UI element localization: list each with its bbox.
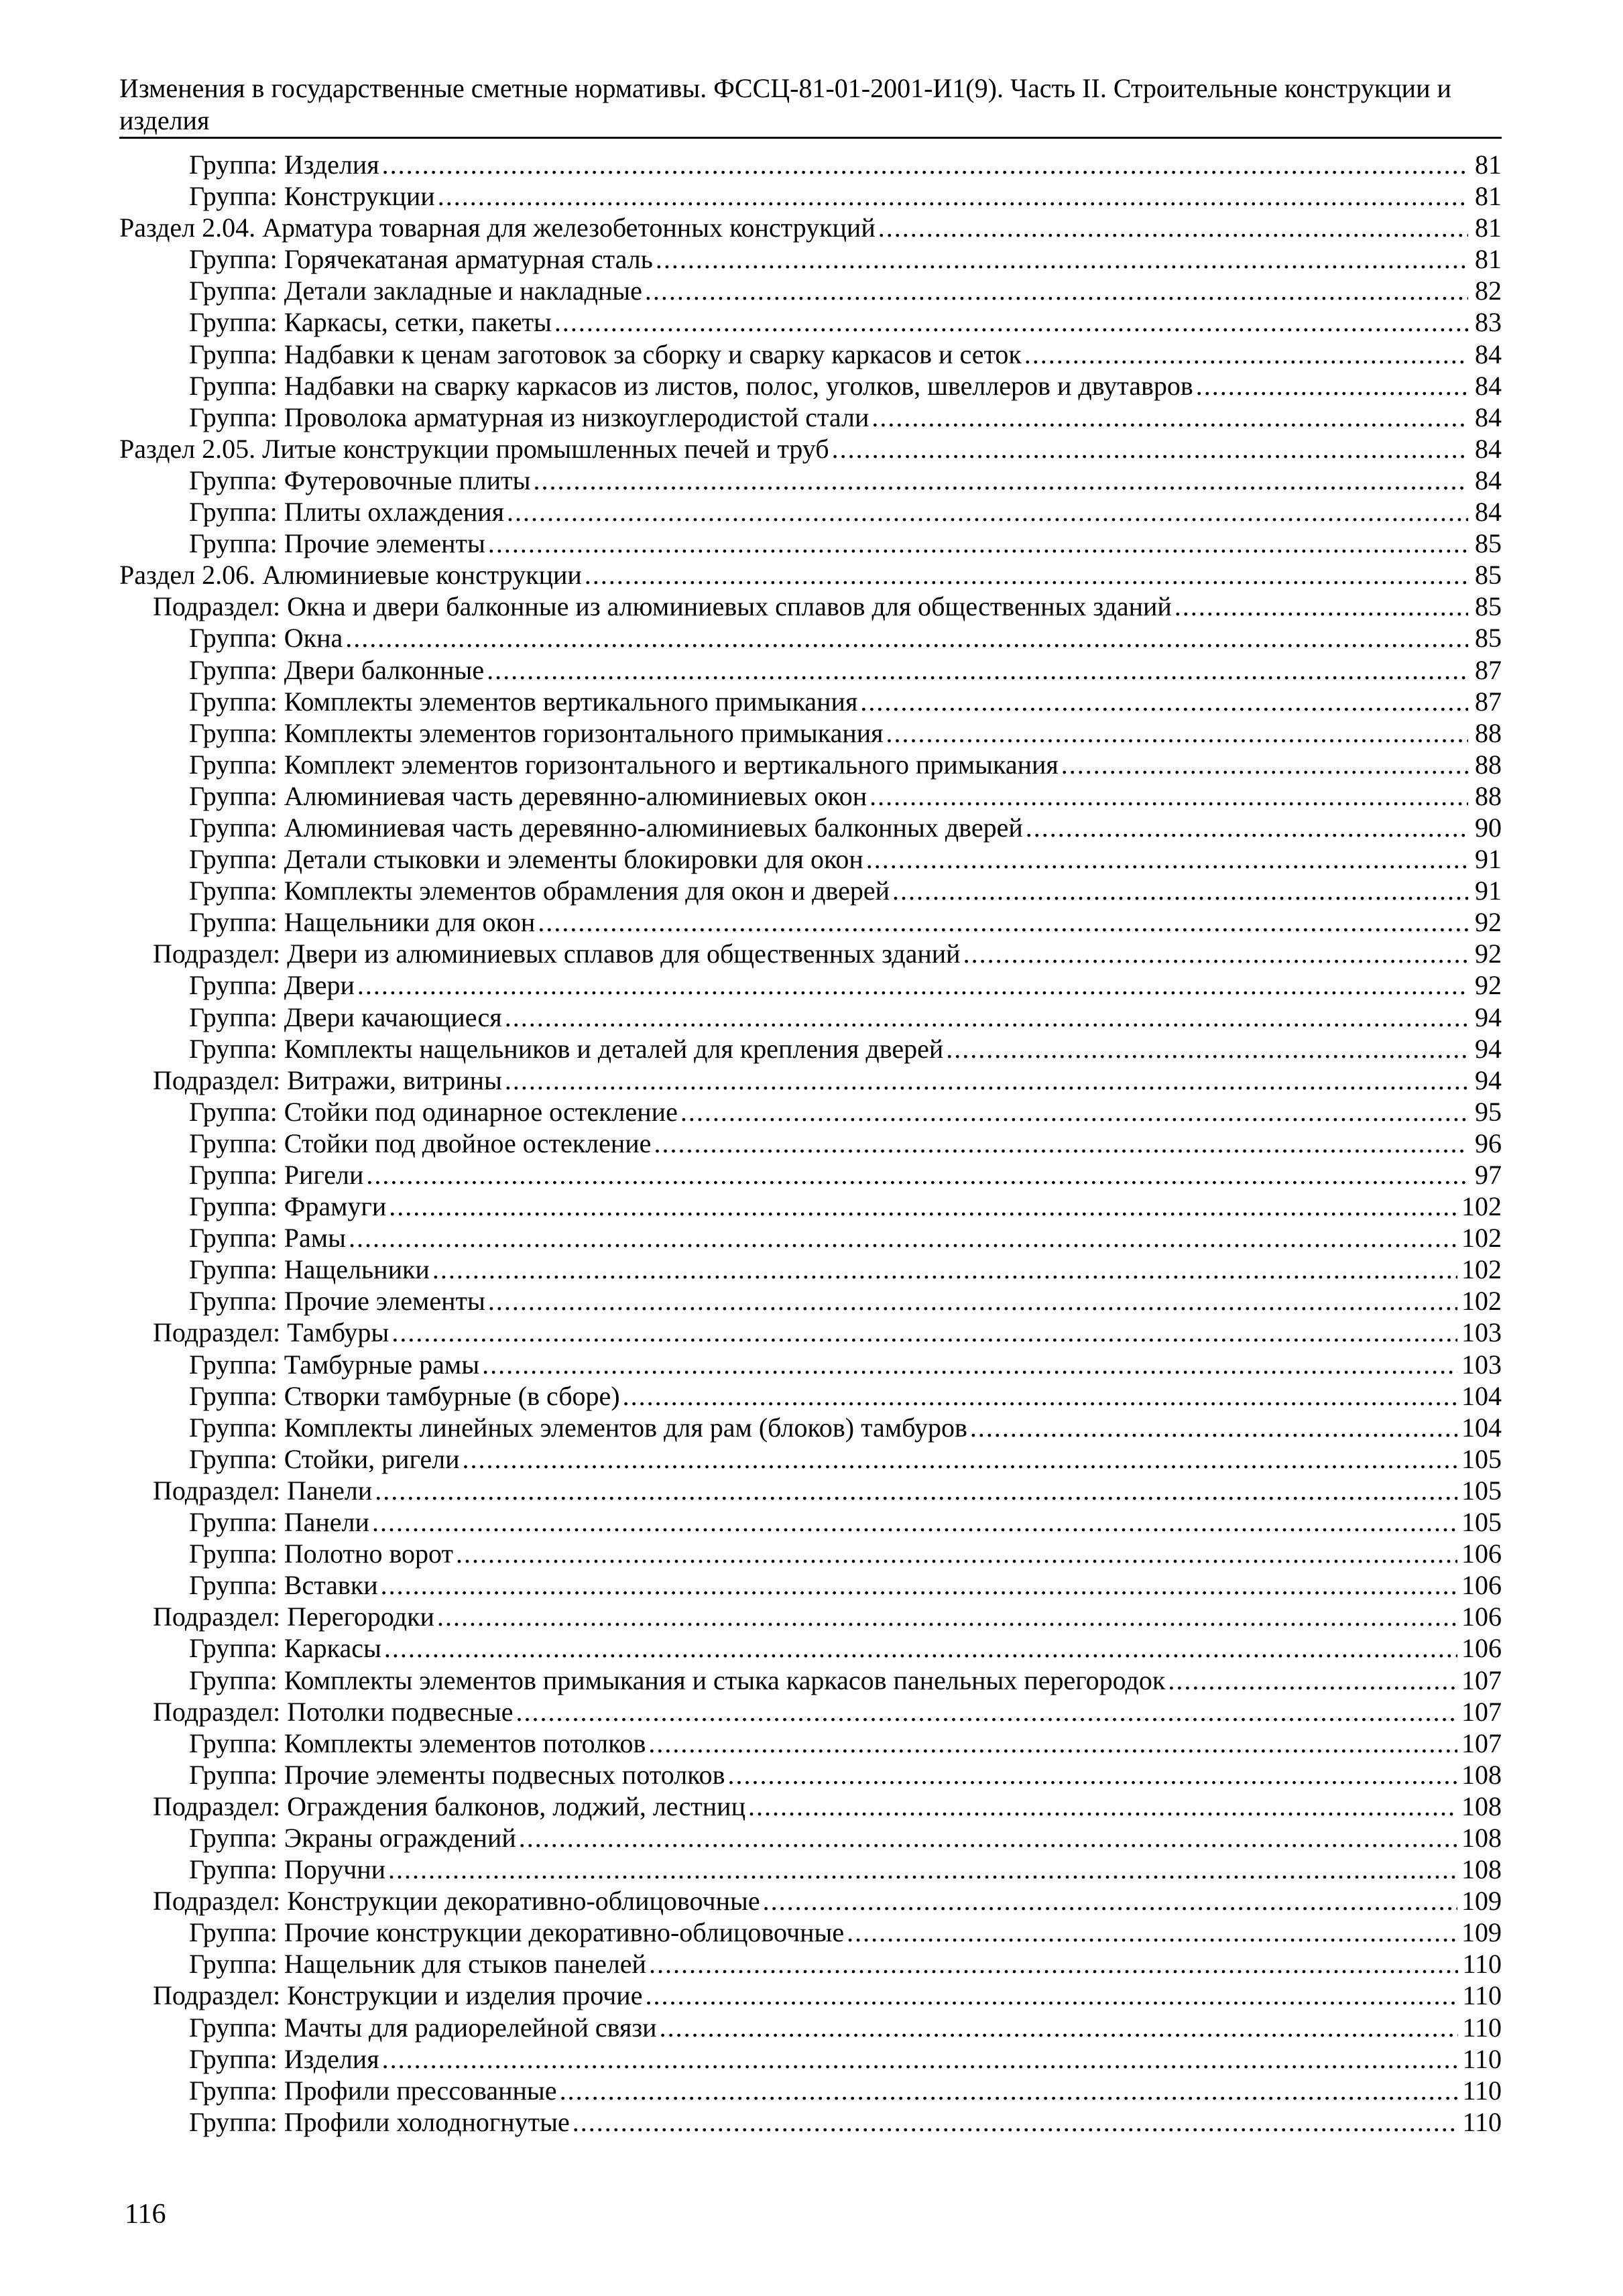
toc-entry-title: Подраздел: Окна и двери балконные из алюминиевых сплавов для общественных зданий [153, 591, 1172, 622]
toc-entry-page: 102 [1461, 1223, 1502, 1254]
toc-group-entry [119, 1569, 1502, 1601]
toc-entry-page: 85 [1475, 528, 1502, 559]
dot-leader [623, 1380, 1457, 1412]
toc-group-entry [119, 1632, 1502, 1664]
toc-entry-page: 81 [1475, 181, 1502, 212]
toc-entry-page: 92 [1475, 939, 1502, 969]
toc-entry-page: 102 [1461, 1286, 1502, 1317]
toc-subsection-entry [119, 1601, 1502, 1632]
dot-leader [878, 212, 1468, 243]
toc-entry-title: Раздел 2.05. Литые конструкции промышленных печей и труб [119, 433, 829, 464]
toc-entry-title: Группа: Нащельники [189, 1254, 430, 1285]
toc-entry-page: 94 [1475, 1002, 1502, 1032]
toc-group-entry [119, 1128, 1502, 1159]
toc-group-entry [119, 2043, 1502, 2075]
dot-leader [763, 1885, 1457, 1917]
toc-subsection-entry [119, 1696, 1502, 1728]
toc-entry-page: 81 [1475, 149, 1502, 180]
dot-leader [372, 1506, 1457, 1538]
toc-subsection-entry [119, 1885, 1502, 1917]
toc-entry-title: Группа: Окна [189, 623, 343, 654]
dot-leader [648, 1728, 1457, 1759]
toc-entry-title: Группа: Экраны ограждений [189, 1822, 516, 1853]
toc-entry-title: Группа: Надбавки на сварку каркасов из листов, полос, уголков, швеллеров и двутавров [189, 370, 1193, 401]
toc-group-entry [119, 969, 1502, 1001]
toc-group-entry [119, 306, 1502, 338]
toc-entry-page: 88 [1475, 780, 1502, 811]
toc-group-entry [119, 465, 1502, 496]
dot-leader [654, 1128, 1468, 1159]
toc-group-entry [119, 1728, 1502, 1759]
toc-entry-page: 84 [1475, 339, 1502, 369]
toc-entry-page: 81 [1475, 244, 1502, 275]
toc-entry-title: Группа: Детали закладные и накладные [189, 276, 642, 306]
toc-subsection-entry [119, 938, 1502, 969]
toc-group-entry [119, 1191, 1502, 1222]
toc-entry-title: Группа: Двери качающиеся [189, 1002, 502, 1032]
page-header: Изменения в государственные сметные нормативы. ФССЦ-81-01-2001-И1(9). Часть II. Строительные конструкции и изделия [119, 72, 1502, 139]
toc-entry-title: Группа: Проволока арматурная из низкоуглеродистой стали [189, 402, 869, 432]
toc-group-entry [119, 654, 1502, 686]
toc-entry-title: Группа: Комплекты элементов обрамления для окон и дверей [189, 875, 890, 906]
toc-entry-page: 108 [1461, 1791, 1502, 1821]
toc-entry-page: 106 [1461, 1538, 1502, 1569]
dot-leader [860, 686, 1468, 717]
toc-entry-title: Группа: Фрамуги [189, 1191, 387, 1222]
toc-entry-title: Подраздел: Конструкции декоративно-облицовочные [153, 1886, 760, 1917]
dot-leader [487, 654, 1468, 686]
toc-subsection-entry [119, 1980, 1502, 2011]
toc-section-entry [119, 559, 1502, 591]
dot-leader [482, 1349, 1457, 1380]
toc-entry-title: Группа: Нащельник для стыков панелей [189, 1949, 646, 1980]
toc-group-entry [119, 1159, 1502, 1191]
toc-entry-title: Подраздел: Потолки подвесные [153, 1696, 514, 1727]
toc-entry-page: 106 [1461, 1602, 1502, 1632]
toc-entry-page: 90 [1475, 812, 1502, 843]
toc-entry-title: Группа: Панели [189, 1507, 369, 1538]
toc-group-entry [119, 528, 1502, 559]
toc-group-entry [119, 1665, 1502, 1696]
toc-entry-title: Раздел 2.04. Арматура товарная для железобетонных конструкций [119, 213, 876, 243]
toc-subsection-entry [119, 1475, 1502, 1506]
toc-group-entry [119, 1854, 1502, 1885]
dot-leader [463, 1443, 1457, 1475]
toc-entry-page: 110 [1462, 2106, 1502, 2137]
toc-subsection-entry [119, 1065, 1502, 1096]
toc-group-entry [119, 622, 1502, 654]
toc-entry-title: Группа: Комплекты элементов вертикального примыкания [189, 686, 858, 717]
toc-group-entry [119, 1822, 1502, 1854]
dot-leader [357, 969, 1468, 1001]
toc-section-entry [119, 433, 1502, 465]
toc-entry-page: 84 [1475, 497, 1502, 528]
toc-entry-title: Группа: Каркасы, сетки, пакеты [189, 307, 552, 338]
dot-leader [727, 1759, 1457, 1791]
toc-entry-page: 107 [1461, 1728, 1502, 1758]
toc-entry-title: Группа: Прочие элементы подвесных потолков [189, 1759, 725, 1790]
toc-group-entry [119, 1254, 1502, 1285]
toc-group-entry [119, 402, 1502, 433]
toc-entry-title: Группа: Комплекты элементов примыкания и стыка каркасов панельных перегородок [189, 1665, 1166, 1695]
toc-entry-title: Группа: Комплекты элементов горизонтального примыкания [189, 717, 884, 748]
toc-entry-title: Группа: Конструкции [189, 181, 435, 212]
dot-leader [505, 1065, 1468, 1096]
toc-entry-page: 91 [1475, 844, 1502, 875]
dot-leader [381, 1569, 1457, 1601]
toc-entry-page: 108 [1461, 1759, 1502, 1790]
dot-leader [748, 1791, 1457, 1822]
toc-group-entry [119, 496, 1502, 528]
toc-entry-title: Группа: Тамбурные рамы [189, 1349, 480, 1380]
toc-entry-title: Группа: Плиты охлаждения [189, 497, 505, 528]
toc-group-entry [119, 749, 1502, 780]
toc-subsection-entry [119, 1317, 1502, 1348]
toc-entry-title: Группа: Прочие конструкции декоративно-облицовочные [189, 1917, 845, 1948]
toc-entry-page: 104 [1461, 1412, 1502, 1443]
dot-leader [866, 843, 1468, 875]
toc-entry-page: 84 [1475, 402, 1502, 432]
dot-leader [507, 496, 1468, 528]
toc-group-entry [119, 2012, 1502, 2043]
dot-leader [438, 180, 1468, 212]
toc-entry-page: 105 [1461, 1443, 1502, 1474]
toc-entry-title: Подраздел: Ограждения балконов, лоджий, лестниц [153, 1791, 745, 1821]
toc-group-entry [119, 1759, 1502, 1791]
toc-entry-page: 97 [1475, 1160, 1502, 1190]
dot-leader [432, 1254, 1457, 1285]
toc-entry-title: Группа: Прочие элементы [189, 528, 485, 559]
toc-group-entry [119, 812, 1502, 843]
toc-entry-title: Группа: Стойки под одинарное остекление [189, 1096, 678, 1127]
dot-leader [384, 1632, 1457, 1664]
toc-entry-page: 103 [1461, 1349, 1502, 1380]
dot-leader [886, 717, 1468, 749]
toc-entry-title: Группа: Горячекатаная арматурная сталь [189, 244, 653, 275]
toc-entry-page: 85 [1475, 591, 1502, 622]
toc-entry-title: Группа: Стойки под двойное остекление [189, 1128, 652, 1158]
dot-leader [847, 1917, 1457, 1948]
toc-entry-page: 110 [1462, 1980, 1502, 2011]
dot-leader [505, 1002, 1468, 1033]
dot-leader [892, 875, 1468, 906]
toc-group-entry [119, 875, 1502, 906]
toc-group-entry [119, 717, 1502, 749]
toc-entry-title: Группа: Мачты для радиорелейной связи [189, 2012, 657, 2043]
toc-entry-title: Подраздел: Тамбуры [153, 1317, 389, 1348]
toc-entry-page: 110 [1462, 2012, 1502, 2043]
toc-entry-title: Группа: Детали стыковки и элементы блокировки для окон [189, 844, 863, 875]
toc-entry-page: 94 [1475, 1065, 1502, 1095]
toc-entry-page: 87 [1475, 654, 1502, 685]
toc-entry-page: 109 [1461, 1886, 1502, 1917]
toc-section-entry [119, 212, 1502, 243]
toc-group-entry [119, 243, 1502, 275]
dot-leader [488, 1285, 1457, 1317]
dot-leader [375, 1475, 1457, 1506]
toc-entry-page: 108 [1461, 1822, 1502, 1853]
dot-leader [871, 402, 1468, 433]
toc-entry-title: Раздел 2.06. Алюминиевые конструкции [119, 560, 582, 591]
toc-group-entry [119, 1096, 1502, 1128]
toc-entry-page: 92 [1475, 907, 1502, 938]
toc-entry-title: Группа: Каркасы [189, 1633, 381, 1664]
toc-entry-page: 110 [1462, 2043, 1502, 2074]
toc-group-entry [119, 1538, 1502, 1569]
toc-entry-page: 96 [1475, 1128, 1502, 1158]
toc-entry-page: 110 [1462, 2075, 1502, 2106]
toc-group-entry [119, 1443, 1502, 1475]
toc-group-entry [119, 906, 1502, 938]
toc-entry-page: 84 [1475, 370, 1502, 401]
toc-entry-page: 92 [1475, 970, 1502, 1001]
toc-group-entry [119, 1380, 1502, 1412]
dot-leader [645, 1980, 1458, 2011]
dot-leader [538, 906, 1468, 938]
dot-leader [382, 149, 1468, 180]
dot-leader [1168, 1665, 1457, 1696]
dot-leader [680, 1096, 1468, 1128]
toc-entry-title: Группа: Комплекты нащельников и деталей для крепления дверей [189, 1033, 944, 1064]
dot-leader [382, 2043, 1459, 2075]
toc-group-entry [119, 2075, 1502, 2106]
toc-entry-title: Группа: Стойки, ригели [189, 1443, 460, 1474]
table-of-contents [119, 149, 1502, 2138]
toc-entry-title: Группа: Поручни [189, 1854, 386, 1885]
toc-entry-page: 82 [1475, 276, 1502, 306]
toc-group-entry [119, 1002, 1502, 1033]
dot-leader [1061, 749, 1468, 780]
dot-leader [1175, 591, 1468, 622]
toc-group-entry [119, 149, 1502, 180]
toc-entry-page: 109 [1461, 1917, 1502, 1948]
toc-entry-title: Группа: Алюминиевая часть деревянно-алюминиевых окон [189, 780, 867, 811]
dot-leader [366, 1159, 1468, 1191]
dot-leader [649, 1948, 1459, 1980]
dot-leader [349, 1222, 1457, 1254]
toc-entry-page: 87 [1475, 686, 1502, 717]
dot-leader [388, 1854, 1457, 1885]
toc-group-entry [119, 686, 1502, 717]
toc-entry-title: Подраздел: Панели [153, 1475, 373, 1506]
toc-entry-title: Группа: Изделия [189, 149, 379, 180]
toc-entry-page: 108 [1461, 1854, 1502, 1885]
dot-leader [573, 2106, 1459, 2138]
toc-group-entry [119, 339, 1502, 370]
toc-group-entry [119, 1033, 1502, 1065]
toc-group-entry [119, 370, 1502, 402]
dot-leader [554, 306, 1468, 338]
dot-leader [519, 1822, 1457, 1854]
dot-leader [456, 1538, 1457, 1569]
toc-entry-page: 84 [1475, 433, 1502, 464]
dot-leader [645, 275, 1468, 306]
dot-leader [1196, 370, 1468, 402]
toc-entry-page: 94 [1475, 1033, 1502, 1064]
toc-entry-page: 106 [1461, 1570, 1502, 1601]
toc-group-entry [119, 180, 1502, 212]
toc-entry-title: Группа: Алюминиевая часть деревянно-алюминиевых балконных дверей [189, 812, 1023, 843]
toc-entry-title: Группа: Ригели [189, 1160, 364, 1190]
toc-entry-page: 105 [1461, 1475, 1502, 1506]
toc-entry-title: Группа: Комплекты линейных элементов для рам (блоков) тамбуров [189, 1412, 967, 1443]
toc-entry-title: Группа: Двери балконные [189, 654, 485, 685]
toc-entry-title: Подраздел: Двери из алюминиевых сплавов для общественных зданий [153, 939, 961, 969]
toc-entry-page: 91 [1475, 875, 1502, 906]
toc-entry-page: 83 [1475, 307, 1502, 338]
toc-group-entry [119, 780, 1502, 812]
toc-group-entry [119, 1917, 1502, 1948]
toc-entry-page: 85 [1475, 560, 1502, 591]
dot-leader [516, 1696, 1457, 1728]
toc-group-entry [119, 1412, 1502, 1443]
dot-leader [392, 1317, 1457, 1348]
dot-leader [389, 1191, 1457, 1222]
dot-leader [869, 780, 1468, 812]
toc-entry-title: Группа: Двери [189, 970, 355, 1001]
toc-entry-title: Группа: Профили прессованные [189, 2075, 557, 2106]
toc-entry-title: Группа: Рамы [189, 1223, 346, 1254]
toc-subsection-entry [119, 591, 1502, 622]
toc-group-entry [119, 1948, 1502, 1980]
toc-entry-title: Группа: Нащельники для окон [189, 907, 536, 938]
dot-leader [1026, 812, 1468, 843]
toc-group-entry [119, 2106, 1502, 2138]
toc-group-entry [119, 275, 1502, 306]
dot-leader [963, 938, 1468, 969]
toc-entry-page: 110 [1462, 1949, 1502, 1980]
dot-leader [560, 2075, 1459, 2106]
dot-leader [946, 1033, 1468, 1065]
toc-entry-page: 85 [1475, 623, 1502, 654]
toc-entry-page: 88 [1475, 749, 1502, 780]
toc-entry-title: Группа: Надбавки к ценам заготовок за сборку и сварку каркасов и сеток [189, 339, 1022, 369]
dot-leader [660, 2012, 1459, 2043]
dot-leader [345, 622, 1468, 654]
toc-entry-title: Группа: Футеровочные плиты [189, 465, 531, 495]
dot-leader [1024, 339, 1468, 370]
toc-group-entry [119, 1349, 1502, 1380]
toc-entry-page: 88 [1475, 717, 1502, 748]
toc-entry-page: 81 [1475, 213, 1502, 243]
toc-entry-title: Подраздел: Перегородки [153, 1602, 434, 1632]
toc-entry-title: Группа: Комплекты элементов потолков [189, 1728, 646, 1758]
dot-leader [488, 528, 1468, 559]
dot-leader [656, 243, 1468, 275]
toc-entry-title: Подраздел: Конструкции и изделия прочие [153, 1980, 643, 2011]
toc-entry-page: 107 [1461, 1696, 1502, 1727]
dot-leader [437, 1601, 1457, 1632]
toc-entry-title: Группа: Прочие элементы [189, 1286, 485, 1317]
toc-entry-page: 84 [1475, 465, 1502, 495]
toc-entry-title: Группа: Полотно ворот [189, 1538, 454, 1569]
toc-entry-page: 106 [1461, 1633, 1502, 1664]
toc-group-entry [119, 1285, 1502, 1317]
toc-entry-page: 95 [1475, 1096, 1502, 1127]
toc-entry-page: 102 [1461, 1254, 1502, 1285]
toc-entry-title: Группа: Профили холодногнутые [189, 2106, 570, 2137]
toc-entry-title: Группа: Створки тамбурные (в сборе) [189, 1380, 620, 1411]
toc-subsection-entry [119, 1791, 1502, 1822]
dot-leader [585, 559, 1468, 591]
toc-entry-title: Группа: Вставки [189, 1570, 378, 1601]
dot-leader [533, 465, 1468, 496]
toc-entry-page: 107 [1461, 1665, 1502, 1695]
toc-entry-title: Группа: Изделия [189, 2043, 379, 2074]
toc-entry-page: 102 [1461, 1191, 1502, 1222]
toc-group-entry [119, 1222, 1502, 1254]
dot-leader [832, 433, 1468, 465]
toc-entry-title: Подраздел: Витражи, витрины [153, 1065, 502, 1095]
toc-group-entry [119, 843, 1502, 875]
dot-leader [970, 1412, 1457, 1443]
toc-entry-page: 103 [1461, 1317, 1502, 1348]
toc-entry-page: 104 [1461, 1380, 1502, 1411]
toc-entry-page: 105 [1461, 1507, 1502, 1538]
toc-group-entry [119, 1506, 1502, 1538]
toc-entry-title: Группа: Комплект элементов горизонтального и вертикального примыкания [189, 749, 1059, 780]
page-number: 116 [125, 2199, 166, 2230]
